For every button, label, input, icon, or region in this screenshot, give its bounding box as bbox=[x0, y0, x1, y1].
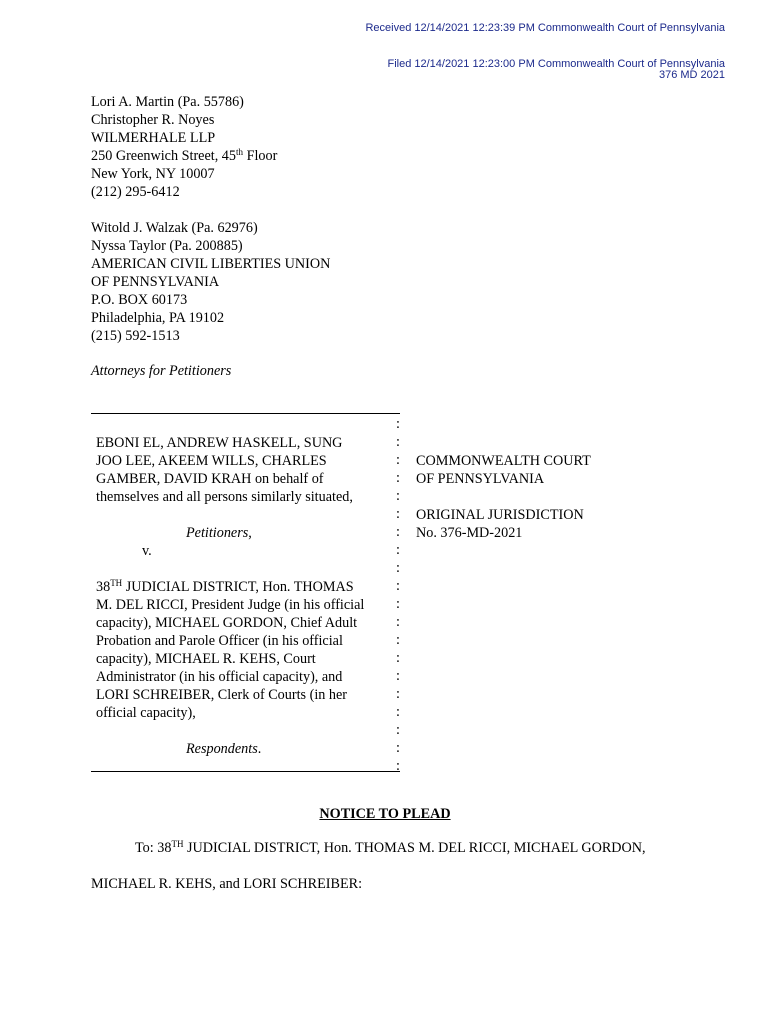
notice-to-line-2: MICHAEL R. KEHS, and LORI SCHREIBER: bbox=[91, 876, 363, 892]
caption-colon: : bbox=[396, 650, 400, 666]
counsel-name: Christopher R. Noyes bbox=[91, 112, 215, 128]
petitioner-line: themselves and all persons similarly situated, bbox=[96, 489, 353, 505]
respondent-line: official capacity), bbox=[96, 705, 196, 721]
caption-colon: : bbox=[396, 542, 400, 558]
petitioner-line: JOO LEE, AKEEM WILLS, CHARLES bbox=[96, 453, 327, 469]
street-address: 250 Greenwich Street, 45th Floor bbox=[91, 147, 278, 164]
caption-colon: : bbox=[396, 740, 400, 756]
filed-stamp bbox=[387, 59, 725, 81]
court-info bbox=[416, 452, 591, 542]
caption-colon: : bbox=[396, 506, 400, 522]
caption-colon: : bbox=[396, 488, 400, 504]
docket-number: No. 376-MD-2021 bbox=[416, 525, 523, 541]
caption-colon: : bbox=[396, 434, 400, 450]
caption-colon: : bbox=[396, 614, 400, 630]
petitioners-list bbox=[96, 434, 364, 506]
caption-parties bbox=[96, 434, 364, 758]
city-line: Philadelphia, PA 19102 bbox=[91, 310, 225, 326]
respondent-line: capacity), MICHAEL R. KEHS, Court bbox=[96, 651, 316, 667]
counsel-name: Witold J. Walzak (Pa. 62976) bbox=[91, 220, 258, 236]
caption-colon: : bbox=[396, 524, 400, 540]
phone-number: (212) 295-6412 bbox=[91, 184, 180, 200]
caption-colon: : bbox=[396, 632, 400, 648]
notice-to-line: To: 38TH JUDICIAL DISTRICT, Hon. THOMAS M. DEL RICCI, MICHAEL GORDON, bbox=[135, 839, 646, 856]
docket-stamp: 376 MD 2021 bbox=[658, 69, 725, 81]
respondent-line: 38TH JUDICIAL DISTRICT, Hon. THOMAS bbox=[96, 578, 354, 595]
caption-colon: : bbox=[396, 470, 400, 486]
court-name: OF PENNSYLVANIA bbox=[416, 471, 545, 487]
caption-colon: : bbox=[396, 596, 400, 612]
petitioners-label: Petitioners, bbox=[186, 525, 252, 541]
respondent-line: Administrator (in his official capacity), and bbox=[96, 669, 343, 685]
caption-colon: : bbox=[396, 578, 400, 594]
firm-name: WILMERHALE LLP bbox=[91, 130, 216, 146]
received-text: Received 12/14/2021 12:23:39 PM Commonwealth Court of Pennsylvania bbox=[365, 22, 725, 34]
respondent-line: LORI SCHREIBER, Clerk of Courts (in her bbox=[96, 687, 348, 703]
caption-colon-column bbox=[396, 415, 400, 775]
caption-bottom-rule bbox=[91, 771, 400, 772]
caption-top-rule bbox=[91, 413, 400, 414]
petitioner-line: GAMBER, DAVID KRAH on behalf of bbox=[96, 471, 324, 487]
respondent-line: Probation and Parole Officer (in his official bbox=[96, 633, 343, 649]
city-line: New York, NY 10007 bbox=[91, 166, 215, 182]
notice-title: NOTICE TO PLEAD bbox=[319, 806, 451, 822]
caption-colon: : bbox=[396, 668, 400, 684]
counsel-block-wilmerhale bbox=[91, 93, 277, 201]
po-box: P.O. BOX 60173 bbox=[91, 292, 188, 308]
versus: v. bbox=[142, 543, 152, 559]
counsel-name: Nyssa Taylor (Pa. 200885) bbox=[91, 238, 243, 254]
attorneys-for-label: Attorneys for Petitioners bbox=[91, 363, 232, 379]
caption-colon: : bbox=[396, 452, 400, 468]
received-stamp bbox=[365, 23, 725, 34]
respondent-line: capacity), MICHAEL GORDON, Chief Adult bbox=[96, 615, 358, 631]
phone-number: (215) 592-1513 bbox=[91, 328, 180, 344]
court-name: COMMONWEALTH COURT bbox=[416, 453, 591, 469]
respondents-list bbox=[96, 578, 364, 722]
jurisdiction-label: ORIGINAL JURISDICTION bbox=[416, 507, 584, 523]
caption-colon: : bbox=[396, 686, 400, 702]
counsel-name: Lori A. Martin (Pa. 55786) bbox=[91, 94, 244, 110]
counsel-block-aclu bbox=[91, 219, 330, 345]
caption-colon: : bbox=[396, 560, 400, 576]
filed-text: Filed 12/14/2021 12:23:00 PM Commonwealth Court of Pennsylvania bbox=[387, 58, 725, 70]
organization-name: OF PENNSYLVANIA bbox=[91, 274, 220, 290]
petitioner-line: EBONI EL, ANDREW HASKELL, SUNG bbox=[96, 435, 343, 451]
respondents-label: Respondents. bbox=[186, 741, 262, 757]
respondent-line: M. DEL RICCI, President Judge (in his official bbox=[96, 597, 365, 613]
caption-colon: : bbox=[396, 416, 400, 432]
caption-colon: : bbox=[396, 722, 400, 738]
organization-name: AMERICAN CIVIL LIBERTIES UNION bbox=[91, 256, 331, 272]
caption-colon: : bbox=[396, 704, 400, 720]
caption-colon: : bbox=[396, 758, 400, 774]
